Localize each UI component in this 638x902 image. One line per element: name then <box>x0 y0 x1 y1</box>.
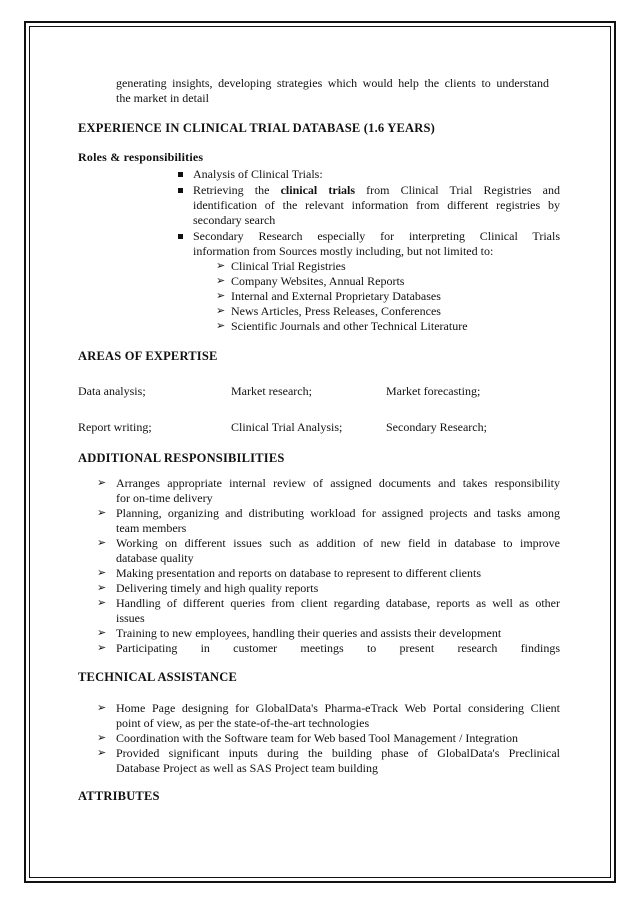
arrow-bullet-icon: ➢ <box>97 507 107 519</box>
expertise-item: Market research; <box>231 384 312 398</box>
arrow-bullet-icon: ➢ <box>216 275 226 287</box>
arrow-bullet-icon: ➢ <box>97 732 107 744</box>
section-heading-areas-of-expertise: AREAS OF EXPERTISE <box>78 349 218 363</box>
source-item-5: Scientific Journals and other Technical Literature <box>231 319 468 333</box>
role-item-2-line-1 <box>193 183 560 198</box>
additional-item-4: Making presentation and reports on database to represent to different clients <box>116 566 481 580</box>
additional-item-1-line-1: Arranges appropriate internal review of assigned documents and takes responsibility <box>116 476 560 490</box>
additional-item-6-line-2: issues <box>116 611 145 625</box>
technical-item-2: Coordination with the Software team for Web based Tool Management / Integration <box>116 731 518 745</box>
additional-item-7: Training to new employees, handling their queries and assists their development <box>116 626 502 640</box>
arrow-bullet-icon: ➢ <box>216 320 226 332</box>
square-bullet-icon <box>178 172 183 177</box>
additional-item-2-line-2: team members <box>116 521 187 535</box>
source-item-3: Internal and External Proprietary Databases <box>231 289 441 303</box>
arrow-bullet-icon: ➢ <box>97 747 107 759</box>
role-item-2-line-3: secondary search <box>193 213 276 227</box>
expertise-item: Clinical Trial Analysis; <box>231 420 343 434</box>
square-bullet-icon <box>178 234 183 239</box>
role-item-2-text: Retrieving the <box>193 183 281 197</box>
section-heading-technical-assistance: TECHNICAL ASSISTANCE <box>78 670 238 684</box>
additional-item-8: Participating in customer meetings to present research findings <box>116 641 560 655</box>
square-bullet-icon <box>178 188 183 193</box>
expertise-item: Market forecasting; <box>386 384 481 398</box>
arrow-bullet-icon: ➢ <box>216 290 226 302</box>
arrow-bullet-icon: ➢ <box>97 597 107 609</box>
additional-item-3-line-1: Working on different issues such as addition of new field in database to improve <box>116 536 560 550</box>
technical-item-3-line-2: Database Project as well as SAS Project team building <box>116 761 378 775</box>
arrow-bullet-icon: ➢ <box>216 260 226 272</box>
arrow-bullet-icon: ➢ <box>216 305 226 317</box>
section-heading-attributes: ATTRIBUTES <box>78 789 160 803</box>
arrow-bullet-icon: ➢ <box>97 537 107 549</box>
arrow-bullet-icon: ➢ <box>97 702 107 714</box>
role-item-1: Analysis of Clinical Trials: <box>193 167 323 181</box>
source-item-2: Company Websites, Annual Reports <box>231 274 405 288</box>
additional-item-2-line-1: Planning, organizing and distributing workload for assigned projects and tasks among <box>116 506 560 520</box>
section-heading-clinical-trial-database: EXPERIENCE IN CLINICAL TRIAL DATABASE (1.6 YEARS) <box>78 121 435 135</box>
additional-item-6-line-1: Handling of different queries from client regarding database, reports as well as other <box>116 596 560 610</box>
expertise-item: Secondary Research; <box>386 420 487 434</box>
additional-item-5: Delivering timely and high quality reports <box>116 581 319 595</box>
role-item-2-bold: clinical trials <box>280 183 356 197</box>
intro-line-2: the market in detail <box>116 91 209 105</box>
arrow-bullet-icon: ➢ <box>97 477 107 489</box>
technical-item-1-line-2: point of view, as per the state-of-the-art technologies <box>116 716 370 730</box>
technical-item-1-line-1: Home Page designing for GlobalData's Pharma-eTrack Web Portal considering Client <box>116 701 560 715</box>
additional-item-3-line-2: database quality <box>116 551 194 565</box>
section-heading-additional-responsibilities: ADDITIONAL RESPONSIBILITIES <box>78 451 285 465</box>
additional-item-1-line-2: for on-time delivery <box>116 491 213 505</box>
technical-item-3-line-1: Provided significant inputs during the building phase of GlobalData's Preclinical <box>116 746 560 760</box>
source-item-4: News Articles, Press Releases, Conferences <box>231 304 441 318</box>
expertise-item: Data analysis; <box>78 384 146 398</box>
intro-line-1: generating insights, developing strategies which would help the clients to understand <box>116 76 549 90</box>
source-item-1: Clinical Trial Registries <box>231 259 346 273</box>
arrow-bullet-icon: ➢ <box>97 582 107 594</box>
role-item-2-line-2: identification of the relevant information from different registries by <box>193 198 560 212</box>
arrow-bullet-icon: ➢ <box>97 627 107 639</box>
roles-heading: Roles & responsibilities <box>78 150 204 164</box>
role-item-2-text-post: from Clinical Trial Registries and <box>355 183 560 197</box>
arrow-bullet-icon: ➢ <box>97 642 107 654</box>
role-item-3-line-2: information from Sources mostly including, but not limited to: <box>193 244 494 258</box>
expertise-item: Report writing; <box>78 420 152 434</box>
arrow-bullet-icon: ➢ <box>97 567 107 579</box>
role-item-3-line-1: Secondary Research especially for interpreting Clinical Trials <box>193 229 560 243</box>
